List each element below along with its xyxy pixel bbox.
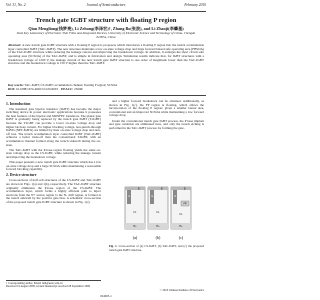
abstract-label: Abstract: <box>8 44 22 47</box>
emitter-metal <box>171 187 191 190</box>
figure-caption <box>109 245 204 252</box>
body-paragraph: Under the conventional trench gate IGBT process, the P base implant and gate oxidation are eliminated here, and only the trench etching is performed in the TAC-IGBT process for forming the gate. <box>109 118 204 130</box>
eeacc-label: EEACC: <box>61 87 74 91</box>
fp-label: FP <box>183 202 187 206</box>
cell-b <box>148 186 168 240</box>
cell-c <box>171 186 191 240</box>
doi-value[interactable]: 10.1088/1674-4926/31/2/024003 <box>15 87 58 91</box>
cell-label: (c) <box>178 235 184 240</box>
collector-label: P+ <box>156 225 160 229</box>
emitter-label: E <box>138 187 140 191</box>
eeacc-value: 2560R <box>74 87 83 91</box>
collector-label: P+ <box>179 225 183 229</box>
gate-label: G <box>151 195 154 198</box>
cell-a <box>125 186 145 240</box>
section-heading-introduction: 1. Introduction <box>6 101 31 106</box>
emitter-label: E <box>184 187 186 191</box>
paper-title: Trench gate IGBT structure with floating P region <box>35 17 177 24</box>
intro-paragraph: The TAC-IGBT with the P-base region floating yields the same on-state voltage drop as the CS-IGBT, while reducing the leakage current and improving the breakdown voltage. <box>6 147 101 159</box>
abstract-text: A new trench gate IGBT structure with a floating P region is proposed, which introduces a floating P region into the trench accumulation layer controlled IGBT (TAC-IGBT). The new structure maintains a low on-state voltage drop and large forward biased safe operating area (FBSOA) of the TAC-IGBT structure while reducing the leakage current and improving the breakdown voltage. In addition, it enlarges the short circuit safe operating area (SCSOA) of the TAC-IGBT, and is simple in fabrication and design. Simulation results indicate that, for IGBT structures with a breakdown voltage of 1200 V, the leakage current of the new trench gate IGBT structure is one order of magnitude lower than the TAC-IGBT structure and the breakdown voltage is 150 V higher than the TAC-IGBT. <box>8 44 204 66</box>
right-column <box>109 100 204 132</box>
page-number: 024003-1 <box>100 294 112 298</box>
drift-label: N- <box>156 210 160 214</box>
caption-label: Fig. 1. <box>109 244 118 248</box>
gate-label: G <box>174 195 177 198</box>
body-paragraph: and a higher forward breakdown can be obtained. Additionally, as shown in Fig. 1(c), the FP region is floating, which allows the incorporation of the floating P region; given a smaller lateral size, conventional and an improved SCSOA while maintaining a low forward voltage drop. <box>109 99 204 118</box>
doi-label: DOI: <box>8 87 16 91</box>
issue-date: February 2010 <box>184 3 206 7</box>
drift-label: N- <box>133 210 137 214</box>
footnote-rule <box>6 280 101 281</box>
caption-text: Cross-section of (a) CS-IGBT, (b) TAC-IGBT, and (c) the proposed trench gate IGBT structure. <box>109 244 204 252</box>
affiliation: State Key Laboratory of Electronic Thin Films and Integrated Devices, University of Electronic Science and Technology of China, Chengdu 610054, China <box>16 31 196 39</box>
keywords-text: TAC-IGBT; CS-IGBT; accumulation channel; floating P region; SCSOA <box>24 83 118 87</box>
intro-paragraph: This paper presents a new trench gate IGBT structure which has a low on-state voltage drop and a large SCSOA while maintaining a reasonable forward blocking capability. <box>6 160 101 172</box>
corresponding-author-note: † Corresponding author. Email: lizh@uestc.edu.cn <box>6 282 63 285</box>
emitter-label: E <box>161 187 163 191</box>
collector-label: P+ <box>133 225 137 229</box>
drift-label: N- <box>179 212 183 216</box>
emitter-metal <box>125 187 145 190</box>
volume-label: Vol. 31, No. 2 <box>6 3 26 7</box>
section-heading-device-structure: 2. Device structure <box>6 173 37 178</box>
footnote <box>6 282 101 289</box>
figure-1 <box>124 183 192 243</box>
copyright-notice: © 2010 Chinese Institute of Electronics <box>159 289 204 292</box>
keywords-label: Key words: <box>8 83 24 87</box>
emitter-metal <box>148 187 168 190</box>
abstract-block <box>8 44 204 81</box>
header-rule <box>6 11 206 12</box>
gate-label: G <box>128 195 131 198</box>
left-column <box>6 100 101 206</box>
device-cross-section-diagram <box>124 183 192 243</box>
cell-label: (a) <box>132 235 138 240</box>
abstract-rule <box>6 95 206 96</box>
journal-name: Journal of Semiconductors <box>86 3 126 7</box>
device-paragraph: Cross-sections of half-cell structures of the CS-IGBT and TAC-IGBT are shown in Figs. 1(a) and 1(b), respectively. The TAC-IGBT structure originally eliminates the P-base region of the CS-IGBT. The accumulation layer, which forms a highly efficient path to inject electrons from the N+ source region to the N- drift region, is formed at the trench sidewall by the positive gate bias. A schematic cross-section of the proposed trench gate IGBT structure is shown in Fig. 1(c). <box>6 178 101 205</box>
received-note: Received 19 August 2009, revised manuscript received 28 September 2009 <box>6 285 91 289</box>
identifier-line <box>8 88 204 92</box>
cell-label: (b) <box>155 235 161 240</box>
intro-paragraph: The insulated gate bipolar transistor (IGBT) has become the major switching device in power electronic applications because it possesses the best features of the bipolar and MOSFET transistors. The planar gate IGBT is gradually being replaced by the trench gate IGBT (T-IGBT) because the T-IGBT can provide a lower on-state voltage drop and higher latch-up current. For higher blocking voltage, non-punch-through IGBTs (NPT-IGBTs) are limited by their on-state voltage drop and turn-off loss. The trench accumulation layer controlled IGBT (TAC-IGBT) achieves a better trade-off than the conventional T-IGBT, with an accumulation channel formed along the trench sidewall during the on-state. <box>6 106 101 147</box>
author-list: Qian Mengliang(钱梦亮), Li Zehong(李泽宏)†, Zhang Bo(张波), and Li Zhaoji(李肇基) <box>28 26 184 31</box>
running-header <box>6 3 206 11</box>
